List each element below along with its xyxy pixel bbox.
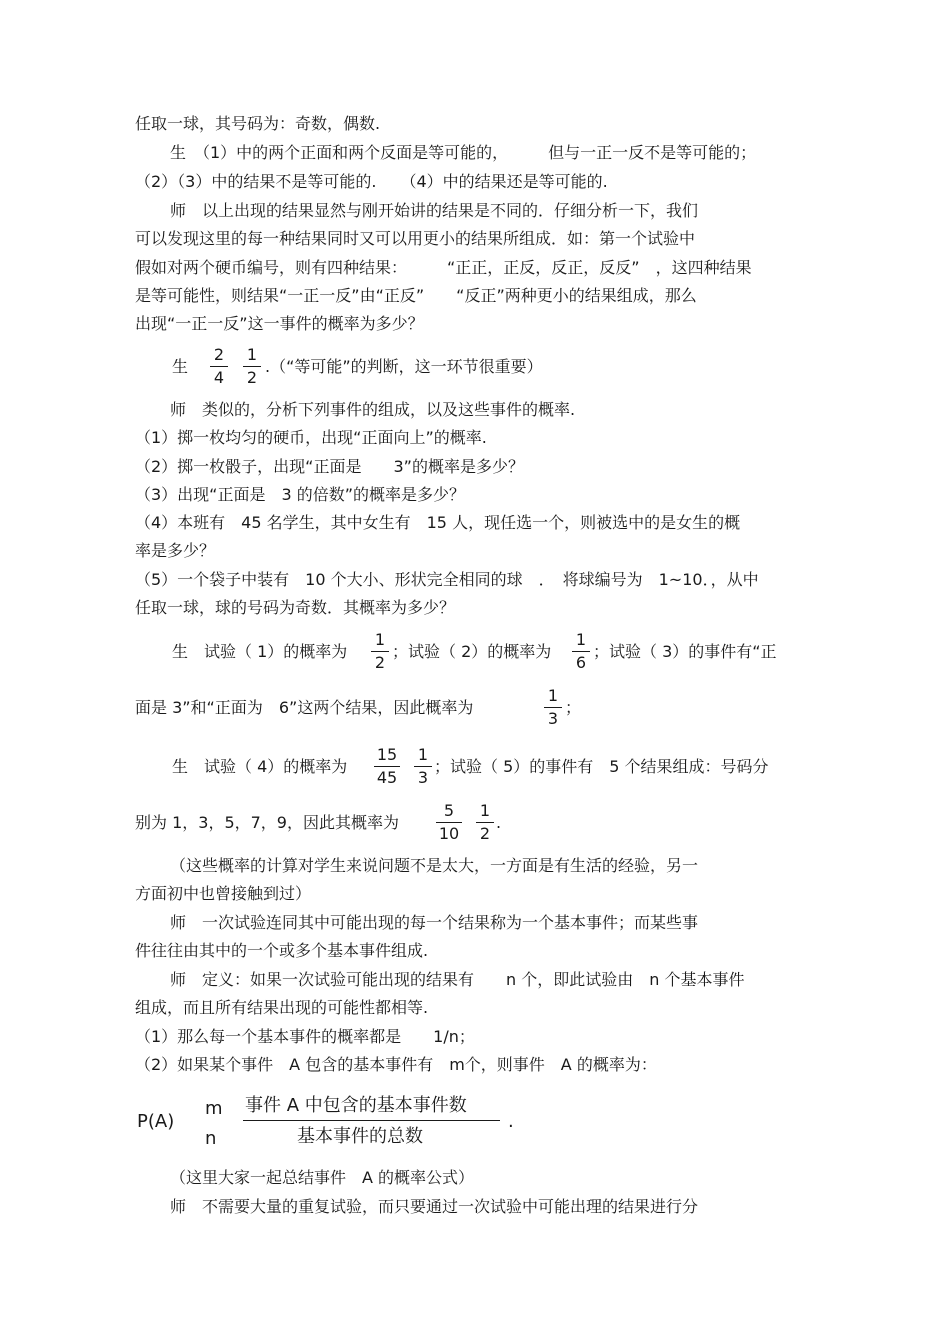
fraction: 5 10 (436, 802, 462, 843)
text-line: 生 试验（ 1）的概率为 (172, 642, 348, 661)
formula-end: . (508, 1111, 514, 1132)
text-line: （4）本班有 45 名学生，其中女生有 15 人，现任选一个，则被选中的是女生的概 (135, 513, 741, 532)
fraction: 1 2 (371, 631, 389, 672)
text-line: （5）一个袋子中装有 10 个大小、形状完全相同的球 ． 将球编号为 1~10．，从中 (135, 570, 759, 589)
formula-m: m (205, 1098, 223, 1119)
text-line: 是等可能性，则结果“一正一反”由“正反” “反正”两种更小的结果组成，那么 (135, 286, 697, 305)
text-line: 组成，而且所有结果出现的可能性都相等. (135, 998, 429, 1017)
text-line: 师 一次试验连同其中可能出现的每一个结果称为一个基本事件；而某些事 (170, 913, 699, 932)
text-line: 师 类似的，分析下列事件的组成，以及这些事件的概率. (170, 400, 576, 419)
text-line: 件往往由其中的一个或多个基本事件组成. (135, 941, 429, 960)
text-line: （2）（3）中的结果不是等可能的. （4）中的结果还是等可能的. (135, 172, 608, 191)
fraction: 1 3 (414, 746, 432, 787)
text-line: （3）出现“正面是 3 的倍数”的概率是多少？ (135, 485, 466, 504)
text-line: （1）掷一枚均匀的硬币，出现“正面向上”的概率. (135, 428, 487, 447)
text-line: （2）掷一枚骰子，出现“正面是 3”的概率是多少？ (135, 457, 524, 476)
text-line: 方面初中也曾接触到过） (135, 884, 312, 903)
fraction: 1 6 (572, 631, 590, 672)
text-line: （2）如果某个事件 A 包含的基本事件有 m个，则事件 A 的概率为： (135, 1055, 657, 1074)
formula-n: n (205, 1128, 217, 1149)
text-line: . (496, 813, 502, 832)
text-line: ；试验（ 3）的事件有“正 (593, 642, 777, 661)
speaker-label: 生 (172, 357, 189, 376)
text-line: 生 （1）中的两个正面和两个反面是等可能的， 但与一正一反不是等可能的； (170, 143, 757, 162)
text-line: 师 不需要大量的重复试验，而只要通过一次试验中可能出理的结果进行分 (170, 1197, 699, 1216)
text-line: 面是 3”和“正面为 6”这两个结果，因此概率为 (135, 698, 474, 717)
text-line: 师 定义：如果一次试验可能出现的结果有 n 个，即此试验由 n 个基本事件 (170, 970, 745, 989)
text-line: .（“等可能”的判断，这一环节很重要） (265, 357, 543, 376)
formula-numerator: 事件 A 中包含的基本事件数 (245, 1095, 467, 1116)
fraction: 15 45 (374, 746, 400, 787)
text-line: 出现“一正一反”这一事件的概率为多少？ (135, 314, 424, 333)
text-line: （这些概率的计算对学生来说问题不是太大，一方面是有生活的经验，另一 (170, 856, 699, 875)
fraction: 1 2 (476, 802, 494, 843)
text-line: ；试验（ 2）的概率为 (392, 642, 552, 661)
formula-denominator: 基本事件的总数 (297, 1126, 423, 1147)
fraction: 1 2 (243, 346, 261, 387)
text-line: ； (565, 698, 582, 717)
text-line: （这里大家一起总结事件 A 的概率公式） (170, 1168, 475, 1187)
text-line: 任取一球，球的号码为奇数．其概率为多少？ (135, 598, 456, 617)
text-line: （1）那么每一个基本事件的概率都是 1/n； (135, 1027, 475, 1046)
fraction: 2 4 (210, 346, 228, 387)
fraction-bar (243, 1120, 500, 1121)
formula-lhs: P(A) (137, 1111, 175, 1132)
text-line: 别为 1，3，5，7，9，因此其概率为 (135, 813, 399, 832)
text-line: ；试验（ 5）的事件有 5 个结果组成：号码分 (434, 757, 769, 776)
text-line: 师 以上出现的结果显然与刚开始讲的结果是不同的．仔细分析一下，我们 (170, 201, 699, 220)
text-line: 任取一球，其号码为：奇数，偶数. (135, 114, 381, 133)
text-line: 可以发现这里的每一种结果同时又可以用更小的结果所组成．如：第一个试验中 (135, 229, 696, 248)
fraction: 1 3 (544, 687, 562, 728)
text-line: 率是多少？ (135, 541, 216, 560)
text-line: 假如对两个硬币编号，则有四种结果： “正正，正反，反正，反反” ，这四种结果 (135, 258, 752, 277)
text-line: 生 试验（ 4）的概率为 (172, 757, 348, 776)
